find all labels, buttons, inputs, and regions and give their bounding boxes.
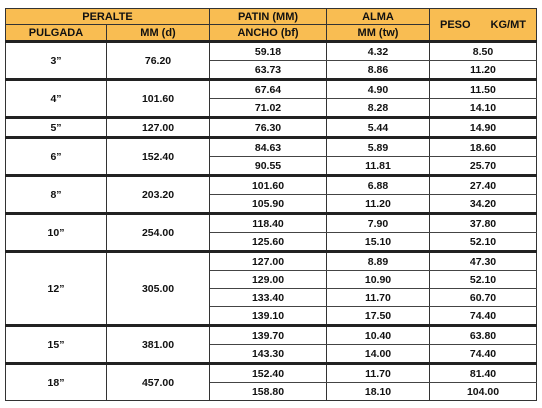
header-peso-unit: KG/MT: [490, 18, 526, 31]
cell-ancho: 118.40: [210, 214, 327, 233]
cell-alma: 6.88: [327, 176, 430, 195]
cell-peso: 74.40: [430, 345, 537, 364]
cell-alma: 8.28: [327, 99, 430, 118]
table-row: [6, 42, 537, 61]
table-row: [6, 326, 537, 345]
cell-peso: 11.50: [430, 80, 537, 99]
header-mm-d: MM (d): [107, 25, 210, 42]
cell-mm-d: 101.60: [107, 80, 210, 118]
cell-alma: 11.81: [327, 157, 430, 176]
table-row: [6, 176, 537, 195]
cell-peso: 8.50: [430, 42, 537, 61]
cell-ancho: 101.60: [210, 176, 327, 195]
cell-ancho: 127.00: [210, 252, 327, 271]
cell-ancho: 105.90: [210, 195, 327, 214]
cell-pulgada: 12”: [6, 252, 107, 326]
header-peralte: PERALTE: [6, 9, 210, 25]
cell-mm-d: 457.00: [107, 364, 210, 401]
cell-pulgada: 10”: [6, 214, 107, 252]
header-peso: [430, 9, 537, 42]
cell-peso: 27.40: [430, 176, 537, 195]
cell-alma: 8.89: [327, 252, 430, 271]
cell-ancho: 90.55: [210, 157, 327, 176]
cell-peso: 74.40: [430, 307, 537, 326]
cell-peso: 52.10: [430, 233, 537, 252]
cell-mm-d: 381.00: [107, 326, 210, 364]
cell-ancho: 139.70: [210, 326, 327, 345]
cell-ancho: 63.73: [210, 61, 327, 80]
cell-mm-d: 152.40: [107, 138, 210, 176]
cell-ancho: 143.30: [210, 345, 327, 364]
table-row: [6, 80, 537, 99]
cell-mm-d: 305.00: [107, 252, 210, 326]
cell-peso: 14.90: [430, 118, 537, 138]
cell-mm-d: 127.00: [107, 118, 210, 138]
cell-ancho: 84.63: [210, 138, 327, 157]
cell-ancho: 158.80: [210, 383, 327, 401]
cell-peso: 34.20: [430, 195, 537, 214]
cell-peso: 37.80: [430, 214, 537, 233]
cell-ancho: 71.02: [210, 99, 327, 118]
cell-mm-d: 254.00: [107, 214, 210, 252]
cell-alma: 5.89: [327, 138, 430, 157]
cell-pulgada: 3”: [6, 42, 107, 80]
cell-alma: 11.70: [327, 289, 430, 307]
table-row: [6, 214, 537, 233]
cell-peso: 81.40: [430, 364, 537, 383]
cell-alma: 14.00: [327, 345, 430, 364]
table-row: [6, 252, 537, 271]
table-row: [6, 364, 537, 383]
cell-ancho: 125.60: [210, 233, 327, 252]
cell-alma: 18.10: [327, 383, 430, 401]
cell-peso: 60.70: [430, 289, 537, 307]
cell-peso: 63.80: [430, 326, 537, 345]
table-row: [6, 138, 537, 157]
cell-ancho: 133.40: [210, 289, 327, 307]
cell-pulgada: 15”: [6, 326, 107, 364]
header-pulgada: PULGADA: [6, 25, 107, 42]
cell-alma: 5.44: [327, 118, 430, 138]
table-row: [6, 118, 537, 138]
header-row-top: [6, 9, 537, 25]
cell-peso: 25.70: [430, 157, 537, 176]
table-body: [6, 42, 537, 401]
cell-alma: 17.50: [327, 307, 430, 326]
cell-pulgada: 5”: [6, 118, 107, 138]
cell-ancho: 139.10: [210, 307, 327, 326]
header-patin: PATIN (MM): [210, 9, 327, 25]
cell-alma: 11.20: [327, 195, 430, 214]
cell-alma: 4.32: [327, 42, 430, 61]
cell-peso: 52.10: [430, 271, 537, 289]
beam-spec-table: [5, 8, 537, 401]
cell-alma: 10.40: [327, 326, 430, 345]
cell-pulgada: 18”: [6, 364, 107, 401]
cell-alma: 7.90: [327, 214, 430, 233]
cell-peso: 104.00: [430, 383, 537, 401]
header-peso-label: PESO: [440, 18, 471, 31]
cell-pulgada: 4”: [6, 80, 107, 118]
cell-pulgada: 6”: [6, 138, 107, 176]
spec-table-container: [5, 8, 536, 401]
table-header: [6, 9, 537, 42]
cell-peso: 18.60: [430, 138, 537, 157]
cell-peso: 14.10: [430, 99, 537, 118]
cell-peso: 47.30: [430, 252, 537, 271]
cell-ancho: 59.18: [210, 42, 327, 61]
cell-peso: 11.20: [430, 61, 537, 80]
cell-alma: 4.90: [327, 80, 430, 99]
cell-alma: 15.10: [327, 233, 430, 252]
header-alma: ALMA: [327, 9, 430, 25]
cell-pulgada: 8”: [6, 176, 107, 214]
cell-alma: 11.70: [327, 364, 430, 383]
cell-mm-d: 76.20: [107, 42, 210, 80]
header-ancho: ANCHO (bf): [210, 25, 327, 42]
cell-ancho: 67.64: [210, 80, 327, 99]
cell-alma: 8.86: [327, 61, 430, 80]
cell-ancho: 152.40: [210, 364, 327, 383]
cell-ancho: 129.00: [210, 271, 327, 289]
header-mm-tw: MM (tw): [327, 25, 430, 42]
cell-alma: 10.90: [327, 271, 430, 289]
cell-ancho: 76.30: [210, 118, 327, 138]
cell-mm-d: 203.20: [107, 176, 210, 214]
